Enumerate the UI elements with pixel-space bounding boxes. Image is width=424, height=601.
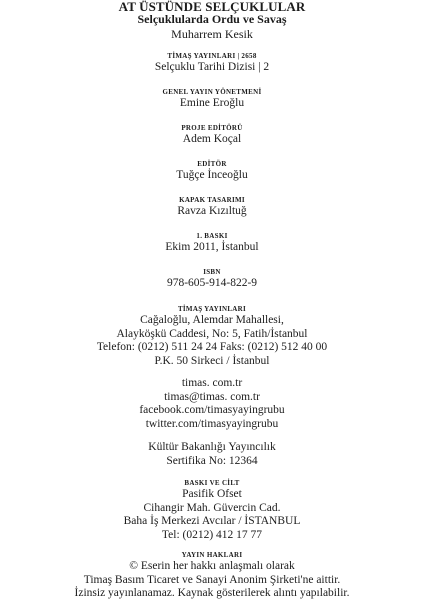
- publisher-heading: TİMAŞ YAYINLARI: [177, 305, 247, 313]
- printing-block: [0, 479, 424, 542]
- certificate-block: [0, 441, 424, 468]
- edition-value: Ekim 2011, İstanbul: [165, 241, 259, 253]
- facebook-link[interactable]: facebook.com/timasyayingrubu: [139, 404, 285, 416]
- cover-design-block: [0, 196, 424, 219]
- series-value: Selçuklu Tarihi Dizisi | 2: [154, 61, 270, 73]
- publisher-phone-line: Telefon: (0212) 511 24 24 Faks: (0212) 512 40 00: [96, 341, 328, 353]
- printer-phone: Tel: (0212) 412 17 77: [161, 528, 263, 541]
- email-link[interactable]: timas@timas. com.tr: [164, 390, 260, 403]
- general-director-name: Emine Eroğlu: [179, 97, 245, 109]
- publisher-pobox-line: P.K. 50 Sirkeci / İstanbul: [154, 354, 270, 367]
- twitter-link[interactable]: twitter.com/timasyayingrubu: [145, 417, 279, 430]
- website-link[interactable]: timas. com.tr: [181, 377, 243, 389]
- general-director-heading: GENEL YAYIN YÖNETMENİ: [162, 88, 262, 96]
- isbn-block: [0, 268, 424, 291]
- series-heading: TİMAŞ YAYINLARI | 2658: [167, 52, 257, 60]
- isbn-value: 978-605-914-822-9: [166, 277, 258, 289]
- project-editor-block: [0, 124, 424, 147]
- isbn-heading: ISBN: [203, 268, 221, 276]
- certificate-number: Sertifika No: 12364: [166, 454, 258, 467]
- printer-address-line: Baha İş Merkezi Avcılar / İSTANBUL: [123, 515, 301, 527]
- online-contacts: [0, 377, 424, 431]
- rights-heading: YAYIN HAKLARI: [181, 551, 243, 559]
- book-subtitle: Selçuklularda Ordu ve Savaş: [137, 12, 287, 26]
- printing-heading: BASKI VE CİLT: [184, 479, 240, 487]
- book-author: Muharrem Kesik: [171, 27, 253, 41]
- rights-block: [0, 551, 424, 601]
- edition-heading: 1. BASKI: [196, 232, 228, 240]
- publisher-block: [0, 305, 424, 368]
- certificate-line: Kültür Bakanlığı Yayıncılık: [148, 441, 276, 453]
- editor-block: [0, 160, 424, 183]
- project-editor-heading: PROJE EDİTÖRÜ: [181, 124, 243, 132]
- publisher-address-line: Alayköşkü Caddesi, No: 5, Fatih/İstanbul: [116, 327, 308, 340]
- book-title: AT ÜSTÜNDE SELÇUKLULAR: [118, 0, 306, 14]
- editor-name: Tuğçe İnceoğlu: [176, 169, 248, 181]
- series-block: [0, 52, 424, 75]
- rights-line: Timaş Basım Ticaret ve Sanayi Anonim Şirketi'ne aittir.: [83, 573, 341, 586]
- rights-line: © Eserin her hakkı anlaşmalı olarak: [129, 560, 295, 572]
- printer-name: Pasifik Ofset: [182, 488, 242, 500]
- rights-line: İzinsiz yayınlanamaz. Kaynak gösterilerek alıntı yapılabilir.: [74, 587, 350, 599]
- general-director-block: [0, 88, 424, 111]
- edition-block: [0, 232, 424, 255]
- cover-design-name: Ravza Kızıltuğ: [177, 205, 247, 217]
- editor-heading: EDİTÖR: [197, 160, 227, 168]
- project-editor-name: Adem Koçal: [182, 133, 242, 145]
- cover-design-heading: KAPAK TASARIMI: [179, 196, 245, 204]
- publisher-address-line: Cağaloğlu, Alemdar Mahallesi,: [140, 314, 284, 326]
- printer-address-line: Cihangir Mah. Güvercin Cad.: [143, 501, 281, 514]
